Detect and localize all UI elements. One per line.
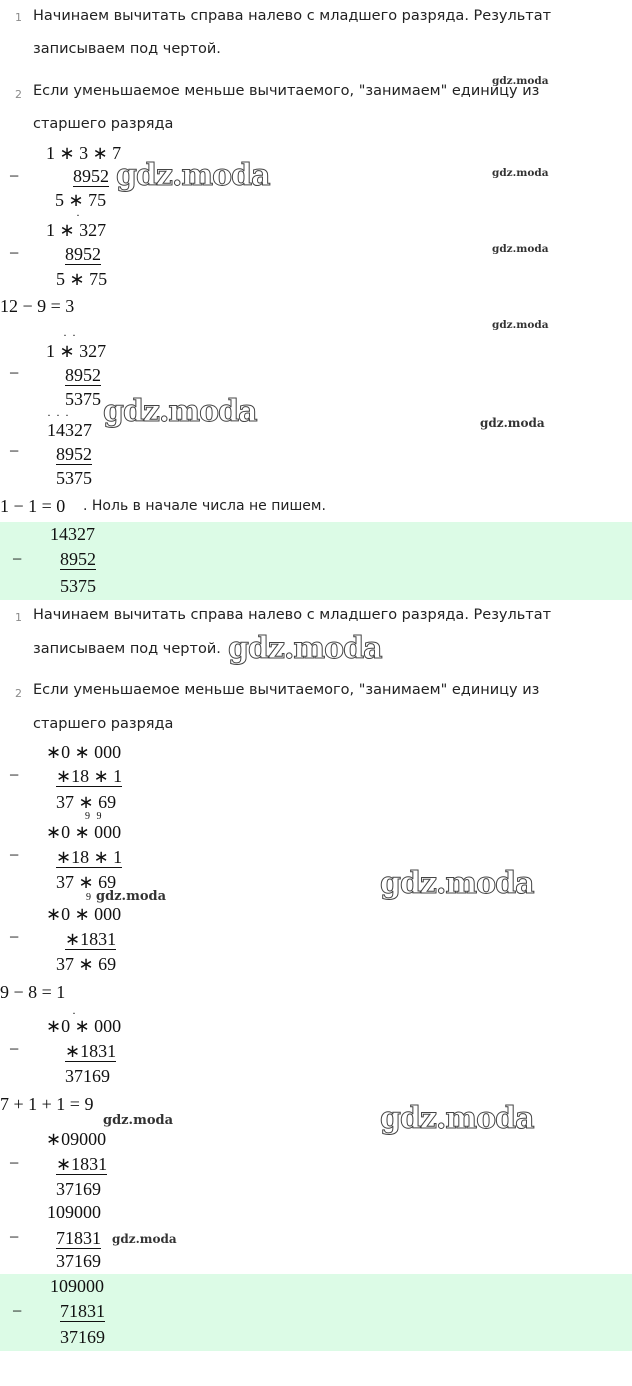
equation-note: . Ноль в начале числа не пишем. (83, 498, 326, 514)
minus-sign: − (12, 1301, 23, 1321)
subtrahend: 8952 (65, 244, 101, 264)
difference: 37 ∗ 69 (56, 792, 117, 812)
difference: 5375 (56, 468, 92, 488)
step-text: Начинаем вычитать справа налево с младшего разряда. Результат (33, 607, 552, 623)
watermark-small: gdz.moda (103, 1113, 174, 1128)
minus-sign: − (9, 1227, 20, 1247)
watermark-small: gdz.moda (480, 416, 545, 430)
subtrahend: 71831 (56, 1228, 101, 1248)
watermark-small: gdz.moda (492, 319, 549, 331)
step-text: Если уменьшаемое меньше вычитаемого, "занимаем" единицу из (33, 682, 540, 698)
subtrahend: ∗18 ∗ 1 (56, 847, 123, 867)
subtrahend: ∗1831 (65, 1041, 117, 1061)
minus-sign: − (9, 1039, 20, 1059)
watermark-small: gdz.moda (492, 167, 549, 179)
minuend: 1 ∗ 3 ∗ 7 (46, 143, 122, 163)
minuend: 14327 (47, 420, 92, 440)
watermark-logo: gdz.moda (380, 866, 534, 901)
watermark-logo: gdz.moda (228, 631, 382, 666)
difference: 5 ∗ 75 (56, 269, 108, 289)
answer-minuend: 109000 (50, 1276, 104, 1296)
watermark-logo: gdz.moda (380, 1101, 534, 1136)
minuend: 109000 (47, 1202, 101, 1222)
step-number: 2 (15, 88, 22, 101)
step-number: 1 (15, 611, 22, 624)
answer-difference: 37169 (60, 1327, 105, 1347)
subtrahend: 8952 (56, 444, 92, 464)
watermark-small: gdz.moda (96, 889, 167, 904)
minus-sign: − (9, 243, 20, 263)
step-number: 2 (15, 687, 22, 700)
borrow-dots: · · · (47, 408, 70, 422)
equation: 7 + 1 + 1 = 9 (0, 1094, 94, 1114)
watermark-small: gdz.moda (492, 75, 549, 87)
minuend: ∗09000 (46, 1129, 107, 1149)
difference: 37169 (56, 1251, 101, 1271)
difference: 37 ∗ 69 (56, 872, 117, 892)
answer-minuend: 14327 (50, 524, 95, 544)
minuend: ∗0 ∗ 000 (46, 1016, 122, 1036)
minus-sign: − (9, 845, 20, 865)
step-text: записываем под чертой. (33, 41, 221, 57)
difference: 37 ∗ 69 (56, 954, 117, 974)
subtrahend: ∗1831 (65, 929, 117, 949)
difference: 37169 (56, 1179, 101, 1199)
borrow-dots: · (72, 1006, 77, 1020)
borrow-dots: · (76, 208, 81, 222)
watermark-small: gdz.moda (112, 1232, 177, 1246)
step-text: старшего разряда (33, 716, 174, 732)
step-text: записываем под чертой. (33, 641, 221, 657)
borrow-dots: · · (63, 328, 77, 342)
minus-sign: − (9, 363, 20, 383)
minus-sign: − (12, 549, 23, 569)
minuend: ∗0 ∗ 000 (46, 822, 122, 842)
minus-sign: − (9, 166, 20, 186)
step-text: Если уменьшаемое меньше вычитаемого, "занимаем" единицу из (33, 83, 540, 99)
watermark-logo: gdz.moda (103, 394, 257, 429)
subtrahend: ∗1831 (56, 1154, 108, 1174)
answer-subtrahend: 71831 (60, 1301, 105, 1321)
subtrahend: 8952 (65, 365, 101, 385)
minuend: ∗0 ∗ 000 (46, 742, 122, 762)
step-number: 1 (15, 11, 22, 24)
minuend: 1 ∗ 327 (46, 341, 107, 361)
watermark-logo: gdz.moda (116, 158, 270, 193)
equation: 1 − 1 = 0 (0, 496, 66, 516)
subtrahend: 8952 (73, 166, 109, 186)
minuend: ∗0 ∗ 000 (46, 904, 122, 924)
step-text: старшего разряда (33, 116, 174, 132)
difference: 5375 (65, 389, 101, 409)
borrow-digits: 9 (86, 892, 93, 903)
answer-subtrahend: 8952 (60, 549, 96, 569)
minus-sign: − (9, 1153, 20, 1173)
difference: 37169 (65, 1066, 110, 1086)
answer-difference: 5375 (60, 576, 96, 596)
watermark-small: gdz.moda (492, 243, 549, 255)
minus-sign: − (9, 441, 20, 461)
minus-sign: − (9, 765, 20, 785)
difference: 5 ∗ 75 (55, 190, 107, 210)
equation: 12 − 9 = 3 (0, 296, 75, 316)
minus-sign: − (9, 927, 20, 947)
subtrahend: ∗18 ∗ 1 (56, 766, 123, 786)
step-text: Начинаем вычитать справа налево с младшего разряда. Результат (33, 8, 552, 24)
borrow-digits: 9 9 (85, 811, 104, 822)
minuend: 1 ∗ 327 (46, 220, 107, 240)
equation: 9 − 8 = 1 (0, 982, 66, 1002)
